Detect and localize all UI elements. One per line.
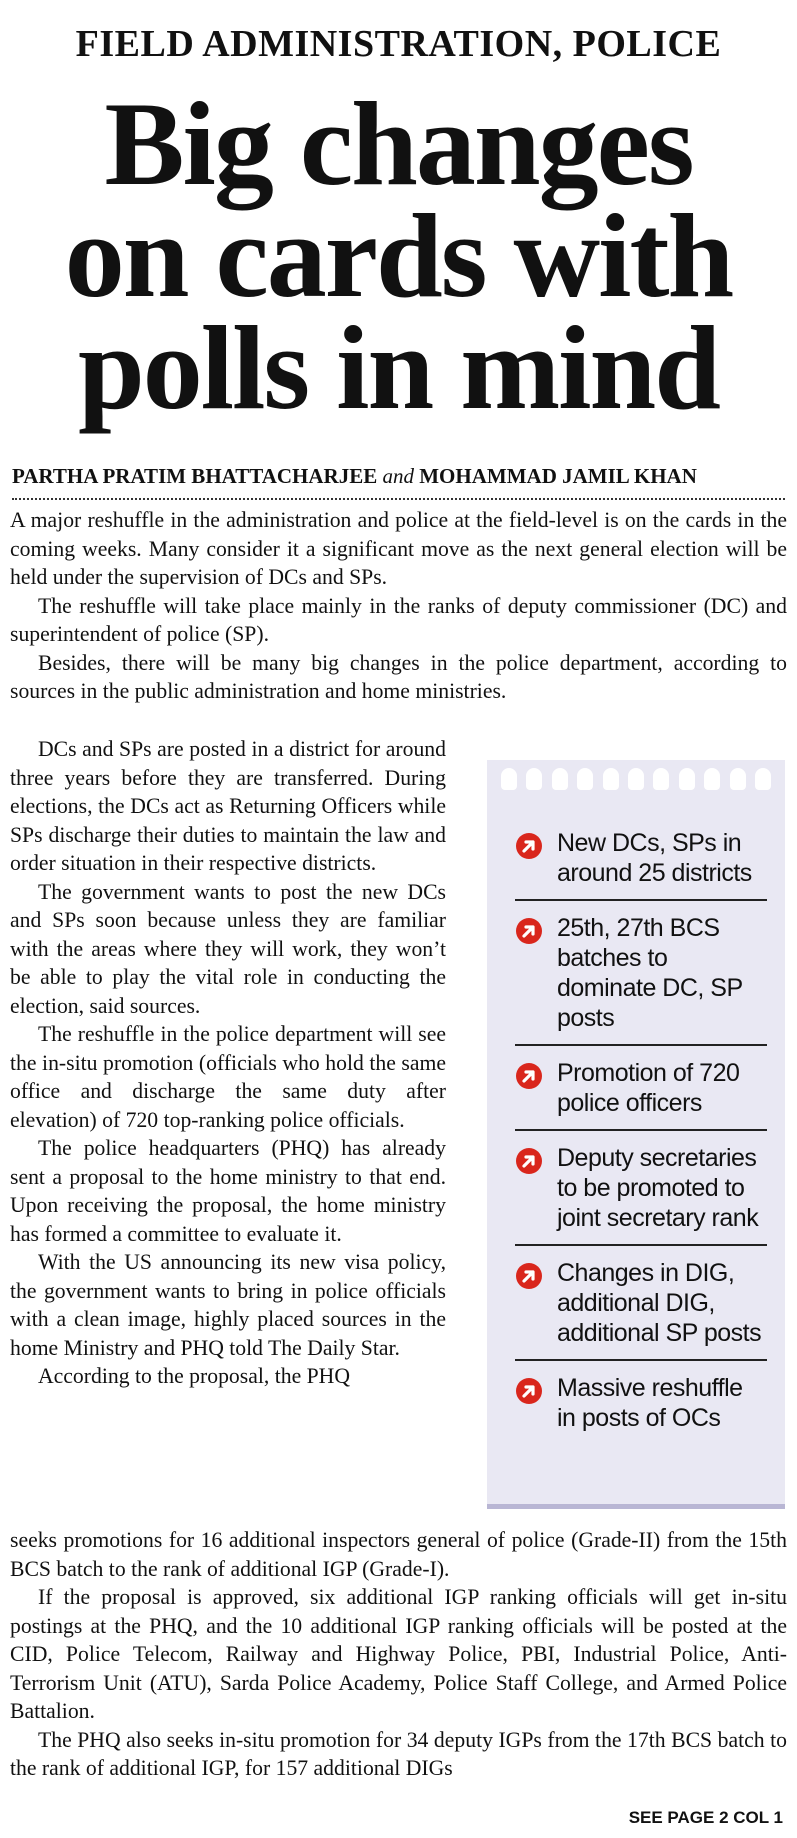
highlight-item: [515, 1131, 767, 1246]
red-arrow-circle-icon: [515, 917, 543, 945]
highlight-text: Deputy secretaries to be promoted to joint secretary rank: [557, 1144, 759, 1232]
highlight-text: New DCs, SPs in around 25 districts: [557, 829, 752, 887]
red-arrow-circle-icon: [515, 1062, 543, 1090]
notepad-holes: [501, 768, 771, 790]
kicker: FIELD ADMINISTRATION, POLICE: [75, 23, 722, 65]
highlight-item: [515, 1246, 767, 1361]
paragraph: Besides, there will be many big changes in the police department, according to sources in the public administration and home ministries.: [10, 650, 787, 703]
author-name: MOHAMMAD JAMIL KHAN: [419, 464, 697, 488]
headline-line: on cards with: [64, 189, 733, 322]
red-arrow-circle-icon: [515, 1377, 543, 1405]
highlight-item: [515, 1361, 767, 1444]
highlights-list: [515, 816, 767, 1444]
paragraph: With the US announcing its new visa policy, the government wants to bring in police officials with a clean image, highly placed sources in the home Ministry and PHQ told The Daily Star.: [10, 1250, 446, 1360]
paragraph: The reshuffle will take place mainly in the ranks of deputy commissioner (DC) and superintendent of police (SP).: [10, 593, 787, 646]
paragraph: According to the proposal, the PHQ: [38, 1364, 351, 1388]
highlight-text: Promotion of 720 police officers: [557, 1059, 740, 1117]
paragraph: The PHQ also seeks in-situ promotion for 34 deputy IGPs from the 17th BCS batch to the rank of additional IGP, for 157 additional DIGs: [10, 1727, 787, 1780]
highlight-text: 25th, 27th BCS batches to dominate DC, SP posts: [557, 914, 743, 1032]
highlight-text: Changes in DIG, additional DIG, additional SP posts: [557, 1259, 762, 1347]
article-continuation: [10, 1526, 787, 1783]
dotted-divider: [12, 498, 785, 500]
paragraph: The police headquarters (PHQ) has already sent a proposal to the home ministry to that end. Upon receiving the proposal, the home ministry has formed a committee to evaluate it.: [10, 1136, 446, 1246]
highlight-item: [515, 816, 767, 901]
byline-conjunction: and: [382, 464, 414, 488]
paragraph: If the proposal is approved, six additional IGP ranking officials will get in-situ postings at the PHQ, and the 10 additional IGP ranking officials will be posted at the CID, Police Telecom, Railway and Highway Police, PBI, Industrial Police, Anti-Terrorism Unit (ATU), Sarda Police Academy, Police Staff College, and Armed Police Battalion.: [10, 1585, 787, 1723]
author-name: PARTHA PRATIM BHATTACHARJEE: [12, 464, 378, 488]
highlight-item: [515, 1046, 767, 1131]
highlight-text: Massive reshuffle in posts of OCs: [557, 1374, 743, 1432]
paragraph: seeks promotions for 16 additional inspectors general of police (Grade-II) from the 15th BCS batch to the rank of additional IGP (Grade-I).: [10, 1528, 787, 1581]
article-column: [10, 735, 446, 1391]
headline-line: polls in mind: [78, 301, 719, 434]
paragraph: DCs and SPs are posted in a district for around three years before they are transferred. During elections, the DCs act as Returning Officers while SPs discharge their duties to maintain the law and order situation in their respective districts.: [10, 737, 446, 875]
paragraph: The government wants to post the new DCs and SPs soon because unless they are familiar with the areas where they will work, they won’t be able to play the vital role in conducting the election, said sources.: [10, 879, 446, 1018]
red-arrow-circle-icon: [515, 1147, 543, 1175]
headline-line: Big changes: [104, 77, 693, 210]
article-intro: [10, 506, 787, 706]
red-arrow-circle-icon: [515, 832, 543, 860]
paragraph: The reshuffle in the police department will see the in-situ promotion (officials who hold the same office and discharge the same duty after elevation) of 720 top-ranking police officials.: [10, 1022, 446, 1132]
see-page-jump: SEE PAGE 2 COL 1: [628, 1808, 783, 1827]
red-arrow-circle-icon: [515, 1262, 543, 1290]
highlight-item: [515, 901, 767, 1046]
byline: [12, 464, 782, 489]
paragraph: A major reshuffle in the administration and police at the field-level is on the cards in the coming weeks. Many consider it a significant move as the next general election will be held under the supervision of DCs and SPs.: [10, 508, 787, 589]
highlights-box: [487, 760, 785, 1509]
headline: [8, 77, 789, 434]
